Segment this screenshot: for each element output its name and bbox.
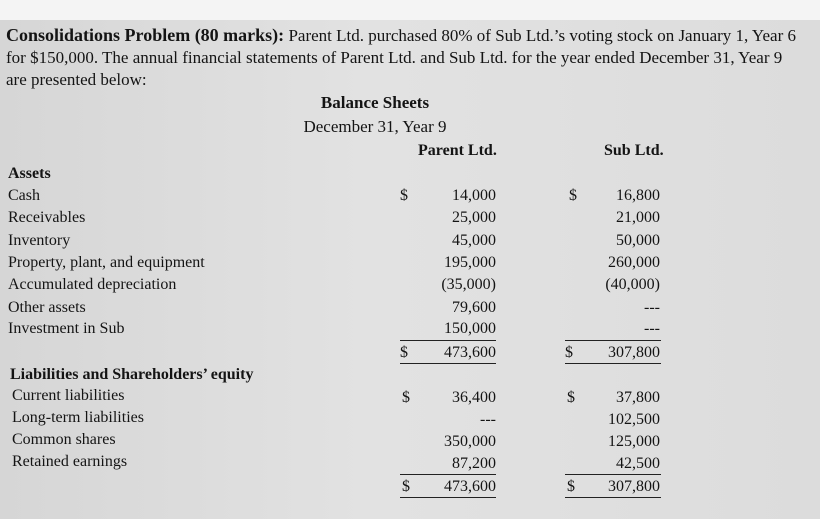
sub-total-dollar-sign: $ xyxy=(565,344,573,361)
parent-total-assets: 473,600 xyxy=(444,344,496,361)
sub-total-assets: 307,800 xyxy=(608,344,660,361)
parent-assets-total-underline xyxy=(400,363,496,364)
assets-heading: Assets xyxy=(8,165,51,182)
sub-receivables: 21,000 xyxy=(616,209,660,226)
parent-total-dollar-sign: $ xyxy=(400,344,408,361)
sub-accum-dep: (40,000) xyxy=(605,276,660,293)
sub-cash-dollar-sign: $ xyxy=(569,187,577,204)
statement-title: Balance Sheets xyxy=(320,93,430,112)
parent-liab-total-underline xyxy=(400,497,496,498)
sub-other-assets: --- xyxy=(644,299,660,316)
sub-assets-total-underline xyxy=(565,363,661,364)
asset-label-investment: Investment in Sub xyxy=(8,320,125,337)
page-top-strip xyxy=(0,0,820,20)
sub-total-liab-equity: 307,800 xyxy=(608,478,660,495)
parent-common-shares: 350,000 xyxy=(444,433,496,450)
sub-ppe: 260,000 xyxy=(608,254,660,271)
sub-liab-total-underline xyxy=(565,497,661,498)
sub-inventory: 50,000 xyxy=(616,232,660,249)
sub-liab-total-dollar-sign: $ xyxy=(567,478,575,495)
liab-label-common-shares: Common shares xyxy=(12,431,116,448)
liab-label-retained-earnings: Retained earnings xyxy=(12,453,128,470)
asset-label-ppe: Property, plant, and equipment xyxy=(8,254,205,271)
parent-current-liabilities: 36,400 xyxy=(452,389,496,406)
parent-ppe: 195,000 xyxy=(444,254,496,271)
parent-assets-subtotal-line xyxy=(400,340,496,341)
sub-current-dollar-sign: $ xyxy=(567,389,575,406)
parent-total-liab-equity: 473,600 xyxy=(444,478,496,495)
column-header-sub: Sub Ltd. xyxy=(604,142,664,159)
statement-date: December 31, Year 9 xyxy=(303,117,447,136)
problem-text: Parent Ltd. purchased 80% of Sub Ltd.’s voting stock on January 1, Year 6 for $150,000. The annual financial statements of Parent Ltd. and Sub Ltd. for the year ended December 31, Year 9 are presented below: xyxy=(6,26,797,89)
sub-long-term-liabilities: 102,500 xyxy=(608,411,660,428)
sub-common-shares: 125,000 xyxy=(608,433,660,450)
parent-current-dollar-sign: $ xyxy=(402,389,410,406)
asset-label-other-assets: Other assets xyxy=(8,299,86,316)
problem-heading: Consolidations Problem (80 marks): xyxy=(6,25,285,45)
sub-retained-earnings: 42,500 xyxy=(616,455,660,472)
asset-label-inventory: Inventory xyxy=(8,232,71,249)
parent-cash: 14,000 xyxy=(452,187,496,204)
parent-other-assets: 79,600 xyxy=(452,299,496,316)
problem-statement xyxy=(6,24,796,91)
parent-retained-earnings: 87,200 xyxy=(452,455,496,472)
column-header-parent: Parent Ltd. xyxy=(418,142,497,159)
asset-label-cash: Cash xyxy=(8,187,40,204)
parent-investment: 150,000 xyxy=(444,320,496,337)
asset-label-receivables: Receivables xyxy=(8,209,86,226)
parent-long-term-liabilities: --- xyxy=(480,411,496,428)
sub-liab-subtotal-line xyxy=(565,474,661,475)
sub-investment: --- xyxy=(644,320,660,337)
parent-receivables: 25,000 xyxy=(452,209,496,226)
parent-cash-dollar-sign: $ xyxy=(400,187,408,204)
parent-liab-subtotal-line xyxy=(400,474,496,475)
sub-current-liabilities: 37,800 xyxy=(616,389,660,406)
parent-liab-total-dollar-sign: $ xyxy=(402,478,410,495)
asset-label-accum-dep: Accumulated depreciation xyxy=(8,276,177,293)
liab-label-long-term: Long-term liabilities xyxy=(12,409,144,426)
sub-cash: 16,800 xyxy=(616,187,660,204)
parent-accum-dep: (35,000) xyxy=(441,276,496,293)
parent-inventory: 45,000 xyxy=(452,232,496,249)
liab-label-current: Current liabilities xyxy=(12,387,125,404)
liabilities-heading: Liabilities and Shareholders’ equity xyxy=(10,366,254,383)
sub-assets-subtotal-line xyxy=(565,340,661,341)
